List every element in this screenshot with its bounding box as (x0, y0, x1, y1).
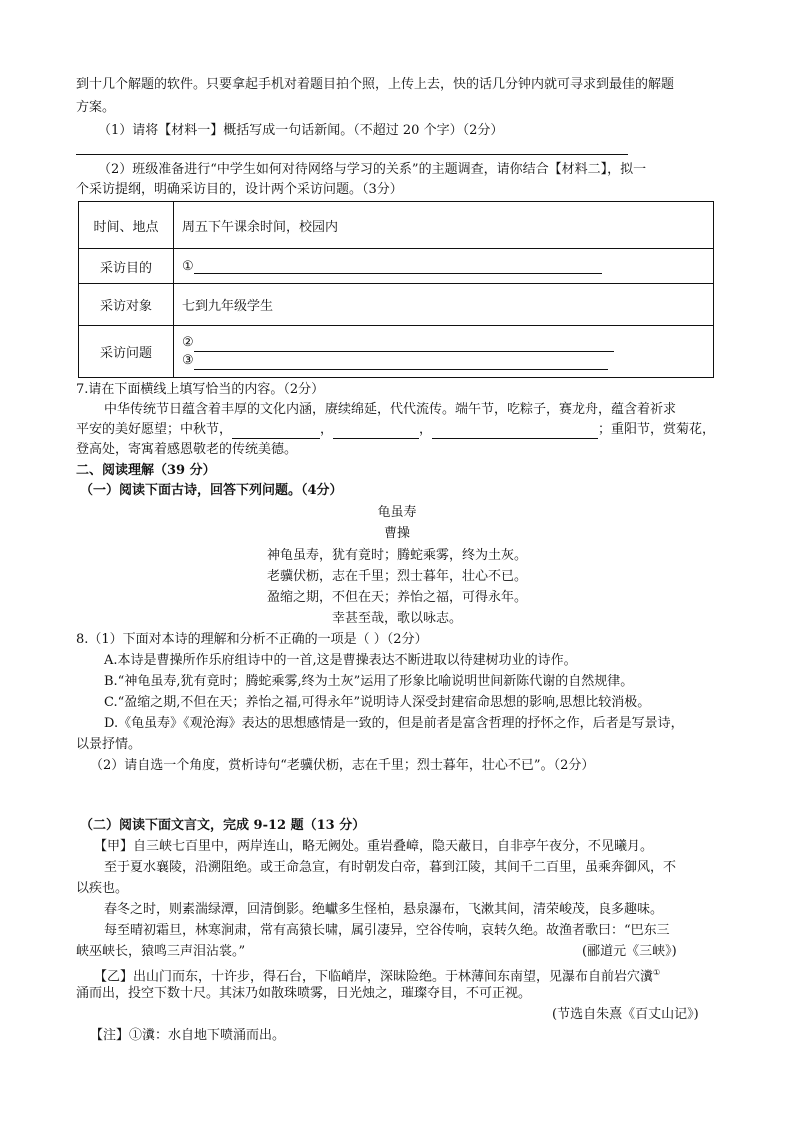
question-line (182, 334, 705, 352)
passage-line: 春冬之时，则素湍绿潭，回清倒影。绝巘多生怪柏，悬泉瀑布，飞漱其间，清荣峻茂，良多趣味。 (104, 902, 664, 917)
passage-line: 【甲】自三峡七百里中，两岸连山，略无阙处。重岩叠嶂，隐天蔽日，自非亭午夜分，不见曦月。 (94, 839, 654, 854)
table-row (79, 326, 714, 378)
poem-line: 神龟虽寿，犹有竟时；腾蛇乘雾，终为土灰。 (266, 548, 527, 563)
passage-line: 至于夏水襄陵，沿溯阻绝。或王命急宣，有时朝发白帝，暮到江陵，其间千二百里，虽乘奔御风，不 (104, 860, 677, 875)
passage-text: 【乙】出山门而东，十许步，得石台，下临峭岸，深昧险绝。于林薄间东南望，见瀑布自前岩穴瀵 (94, 969, 654, 985)
part-title: （二）阅读下面文言文，完成 9-12 题（13 分） (80, 818, 366, 833)
answer-marker: ② (182, 334, 194, 350)
table-row (79, 202, 714, 249)
answer-blank[interactable] (194, 355, 608, 370)
intro-line: 方案。 (76, 100, 116, 115)
passage-line: 以疾也。 (76, 881, 129, 896)
question-line (182, 352, 705, 370)
poem-title: 龟虽寿 (377, 505, 417, 520)
q7-text: 登高处，寄寓着感恩敬老的传统美德。 (76, 442, 298, 457)
q7-text: 平安的美好愿望；中秋节， (76, 422, 233, 437)
questions-cell (174, 326, 714, 378)
answer-blank[interactable] (232, 424, 320, 439)
q7-sep: ， (419, 422, 433, 437)
purpose-cell (174, 249, 714, 284)
footnote-mark: ① (653, 968, 661, 977)
answer-blank[interactable] (194, 337, 614, 352)
q8-option-c: C.“盈缩之期,不但在天；养怡之福,可得永年”说明诗人深受封建宿命思想的影响,思想比较消极。 (104, 695, 651, 710)
row-value: 七到九年级学生 (174, 284, 714, 326)
row-label: 采访问题 (79, 326, 174, 378)
q8-option-d: D.《龟虽寿》《观沧海》表达的思想感情是一致的，但是前者是富含哲理的抒怀之作，后者是写景诗， (104, 716, 684, 731)
q8-option-d: 以景抒情。 (76, 737, 142, 752)
q6-part2: （2）班级准备进行“中学生如何对待网络与学习的关系”的主题调查，请你结合【材料二】，拟一 (98, 162, 647, 177)
poem-line: 盈缩之期，不但在天；养怡之福，可得永年。 (266, 590, 527, 605)
intro-line: 到十几个解题的软件。只要拿起手机对着题目拍个照，上传上去，快的话几分钟内就可寻求到最佳的解题 (76, 77, 675, 92)
footnote: 【注】①瀵：水自地下喷涌而出。 (90, 1028, 286, 1043)
answer-blank[interactable] (432, 424, 598, 439)
q7-text: 中华传统节日蕴含着丰厚的文化内涵，赓续绵延，代代流传。端午节，吃粽子，赛龙舟，蕴含着祈求 (104, 402, 677, 417)
q8-option-a: A.本诗是曹操所作乐府组诗中的一首,这是曹操表达不断进取以待建树功业的诗作。 (104, 653, 577, 668)
q7-sep: ， (320, 422, 334, 437)
passage-source: (节选自朱熹《百丈山记》) (552, 1007, 699, 1022)
q8-stem: 8.（1）下面对本诗的理解和分析不正确的一项是（ ）（2分） (76, 632, 428, 647)
passage-line: 峡巫峡长，猿鸣三声泪沾裳。” (76, 944, 246, 959)
poem-author: 曹操 (383, 526, 410, 541)
passage-source: (郦道元《三峡》) (582, 944, 677, 959)
interview-table (78, 201, 714, 378)
row-label: 采访对象 (79, 284, 174, 326)
answer-line[interactable] (76, 154, 628, 155)
q7-text-blanks (76, 421, 715, 439)
row-label: 采访目的 (79, 249, 174, 284)
answer-blank[interactable] (333, 424, 419, 439)
row-value: 周五下午课余时间，校园内 (174, 202, 714, 249)
q6-part1: （1）请将【材料一】概括写成一句话新闻。（不超过 20 个字）（2分） (98, 123, 504, 138)
part-title: （一）阅读下面古诗，回答下列问题。（4分） (80, 483, 343, 498)
section-title: 二、阅读理解（39 分） (76, 463, 216, 478)
table-row (79, 284, 714, 326)
q7-title: 7.请在下面横线上填写恰当的内容。（2分） (76, 382, 325, 397)
answer-blank[interactable] (194, 259, 602, 274)
passage-line: 涌而出，投空下数十尺。其沫乃如散珠喷雾，日光烛之，璀璨夺目，不可正视。 (76, 986, 532, 1001)
q8-option-b: B.“神龟虽寿,犹有竟时；腾蛇乘雾,终为土灰”运用了形象比喻说明世间新陈代谢的自然规律。 (104, 674, 634, 689)
poem-line: 幸甚至哉，歌以咏志。 (331, 611, 462, 626)
passage-line: 每至晴初霜旦，林寒涧肃，常有高猿长啸，属引凄异，空谷传响，哀转久绝。故渔者歌曰：“巴东三 (104, 923, 670, 938)
answer-marker: ① (182, 258, 194, 274)
q8-part2: （2）请自选一个角度，赏析诗句“老骥伏枥，志在千里；烈士暮年，壮心不已”。（2分） (90, 758, 595, 773)
poem-line: 老骥伏枥，志在千里；烈士暮年，壮心不已。 (266, 569, 527, 584)
passage-line (94, 964, 660, 986)
row-label: 时间、地点 (79, 202, 174, 249)
q7-text: ；重阳节，赏菊花， (598, 422, 716, 437)
q6-part2: 个采访提纲，明确采访目的，设计两个采访问题。（3分） (76, 182, 403, 197)
answer-marker: ③ (182, 352, 194, 368)
table-row (79, 249, 714, 284)
